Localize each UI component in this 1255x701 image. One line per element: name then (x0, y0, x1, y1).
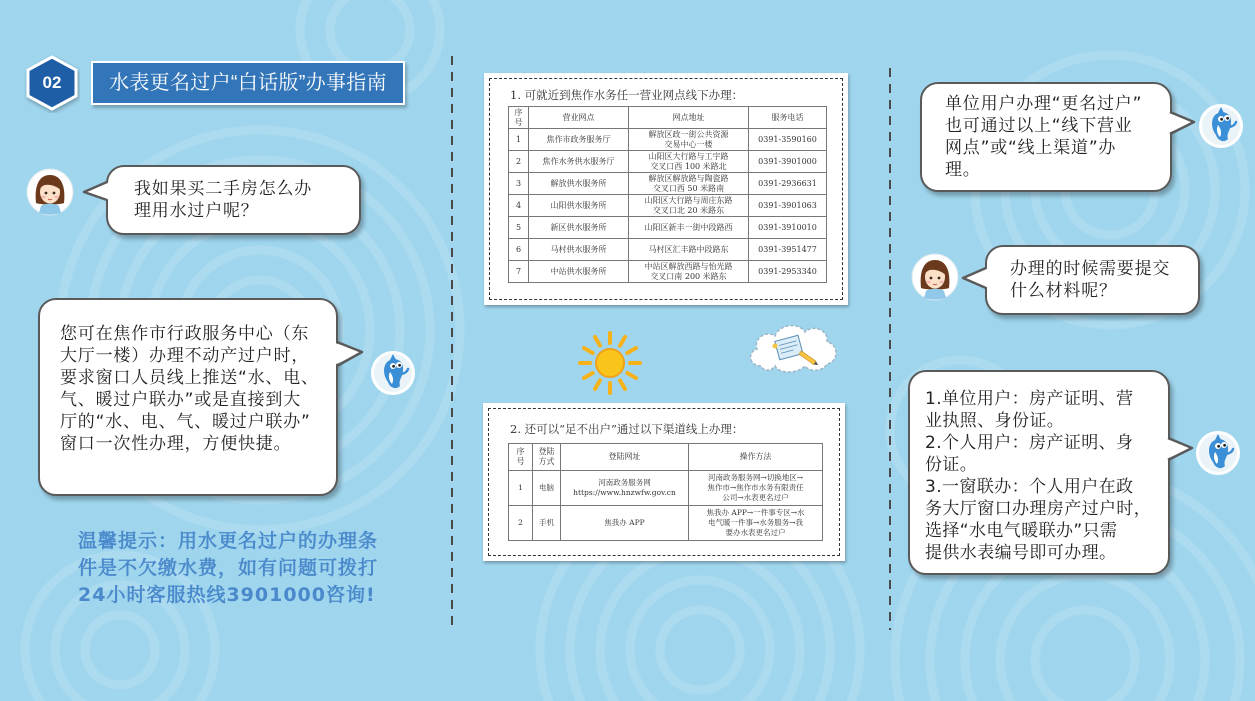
table-row (509, 506, 823, 541)
offline-table-header-row (509, 107, 827, 129)
online-channels-card (483, 403, 845, 561)
right-divider (886, 68, 894, 630)
question-text: 我如果买二手房怎么办 理用水过户呢？ (134, 179, 312, 221)
answer-text: 您可在焦作市行政服务中心（东 大厅一楼）办理不动产过户时， 要求窗口人员线上推送“水、电、 气、暖过户联办”或是直接到大 厅的“水、电、气、暖过户联办” 窗口一次性办理，方便快捷。 (60, 324, 319, 454)
answer-bubble-tail (330, 336, 366, 370)
online-table-header-cell: 操作方法 (689, 444, 823, 471)
offline-table-cell: 0391-3910010 (749, 217, 827, 239)
water-drop-mascot-icon (1195, 430, 1241, 476)
answer-bubble (38, 298, 338, 496)
online-table-cell: 电脑 (533, 471, 561, 506)
online-table-cell: 2 (509, 506, 533, 541)
offline-table-cell: 7 (509, 261, 529, 283)
girl-avatar-icon (911, 253, 959, 301)
section-number: 02 (42, 73, 62, 92)
table-row (509, 173, 827, 195)
online-table-cell: 河南政务服务网 https://www.hnzwfw.gov.cn (561, 471, 689, 506)
online-channels-table (508, 443, 823, 541)
offline-table-cell: 解放区政一街公共资源 交易中心一楼 (629, 129, 749, 151)
offline-table-cell: 0391-3590160 (749, 129, 827, 151)
friendly-tip: 温馨提示：用水更名过户的办理条 件是不欠缴水费，如有问题可拨打 24小时客服热线3901000咨询! (78, 530, 379, 606)
girl-avatar-icon (26, 168, 74, 216)
offline-table-cell: 4 (509, 195, 529, 217)
cloud-icon (743, 316, 843, 378)
unit-note-bubble-tail (1164, 108, 1198, 138)
materials-question-bubble-tail (959, 264, 991, 292)
materials-answer-text: 1.单位用户：房产证明、营 业执照、身份证。 2.个人用户：房产证明、身 份证。 3.一窗联办：个人用户在政 务大厅窗口办理房产过户时， 选择“水电气暖联办”只需 提供水表编号即可办理。 (925, 389, 1152, 563)
table-row (509, 151, 827, 173)
offline-table-header-cell: 营业网点 (529, 107, 629, 129)
table-row (509, 195, 827, 217)
table-row (509, 261, 827, 283)
table-row (509, 129, 827, 151)
offline-table-header-cell: 序 号 (509, 107, 529, 129)
offline-outlets-table (508, 106, 827, 283)
offline-table-cell: 新区供水服务所 (529, 217, 629, 239)
offline-table-cell: 解放供水服务所 (529, 173, 629, 195)
materials-question-bubble (985, 245, 1200, 315)
offline-table-cell: 山阳供水服务所 (529, 195, 629, 217)
table-row (509, 217, 827, 239)
offline-table-cell: 马村区汇丰路中段路东 (629, 239, 749, 261)
online-table-header-cell: 登陆网址 (561, 444, 689, 471)
question-bubble-tail (80, 178, 114, 204)
offline-table-cell: 马村供水服务所 (529, 239, 629, 261)
water-drop-mascot-icon (1198, 103, 1244, 149)
page-title: 水表更名过户“白话版”办事指南 (91, 61, 405, 105)
offline-table-cell: 0391-3901063 (749, 195, 827, 217)
offline-table-cell: 5 (509, 217, 529, 239)
left-divider (448, 56, 456, 628)
offline-table-cell: 焦作水务供水服务厅 (529, 151, 629, 173)
offline-table-header-cell: 服务电话 (749, 107, 827, 129)
offline-table-cell: 3 (509, 173, 529, 195)
offline-table-cell: 山阳区新丰一街中段路西 (629, 217, 749, 239)
offline-table-cell: 山阳区大行路与周庄东路 交叉口北 20 米路东 (629, 195, 749, 217)
offline-table-cell: 解放区解放路与陶瓷路 交叉口西 50 米路南 (629, 173, 749, 195)
materials-question-text: 办理的时候需要提交 什么材料呢？ (1010, 259, 1171, 301)
offline-table-cell: 0391-2936631 (749, 173, 827, 195)
unit-note-bubble (920, 82, 1172, 192)
online-table-cell: 焦我办 APP (561, 506, 689, 541)
sun-icon (575, 328, 645, 398)
unit-note-text: 单位用户办理“更名过户” 也可通过以上“线下营业 网点”或“线上渠道”办 理。 (945, 94, 1143, 180)
online-table-cell: 河南政务服务网→切换地区→ 焦作市→焦作市水务有限责任 公司→水表更名过户 (689, 471, 823, 506)
offline-table-cell: 0391-2953340 (749, 261, 827, 283)
question-bubble (106, 165, 361, 235)
online-table-cell: 手机 (533, 506, 561, 541)
offline-table-cell: 2 (509, 151, 529, 173)
online-table-cell: 焦我办 APP→一件事专区→水 电气暖一件事→水务服务→我 要办水表更名过户 (689, 506, 823, 541)
online-table-header-cell: 登陆 方式 (533, 444, 561, 471)
offline-table-cell: 0391-3951477 (749, 239, 827, 261)
section-number-badge (24, 53, 80, 113)
offline-table-cell: 6 (509, 239, 529, 261)
offline-table-header-cell: 网点地址 (629, 107, 749, 129)
online-table-cell: 1 (509, 471, 533, 506)
offline-table-cell: 焦作市政务服务厅 (529, 129, 629, 151)
offline-table-cell: 中站供水服务所 (529, 261, 629, 283)
offline-table-cell: 中站区解放西路与怡光路 交叉口南 200 米路东 (629, 261, 749, 283)
offline-table-title: 1. 可就近到焦作水务任一营业网点线下办理： (510, 88, 744, 102)
materials-answer-bubble-tail (1162, 434, 1196, 464)
offline-table-cell: 0391-3901000 (749, 151, 827, 173)
online-table-header-row (509, 444, 823, 471)
online-table-header-cell: 序 号 (509, 444, 533, 471)
table-row (509, 471, 823, 506)
table-row (509, 239, 827, 261)
online-table-title: 2. 还可以“足不出户”通过以下渠道线上办理： (510, 422, 744, 436)
offline-table-cell: 山阳区大行路与工字路 交叉口西 100 米路北 (629, 151, 749, 173)
offline-channels-card (484, 73, 848, 305)
offline-table-cell: 1 (509, 129, 529, 151)
materials-answer-bubble (908, 370, 1170, 575)
water-drop-mascot-icon (370, 350, 416, 396)
